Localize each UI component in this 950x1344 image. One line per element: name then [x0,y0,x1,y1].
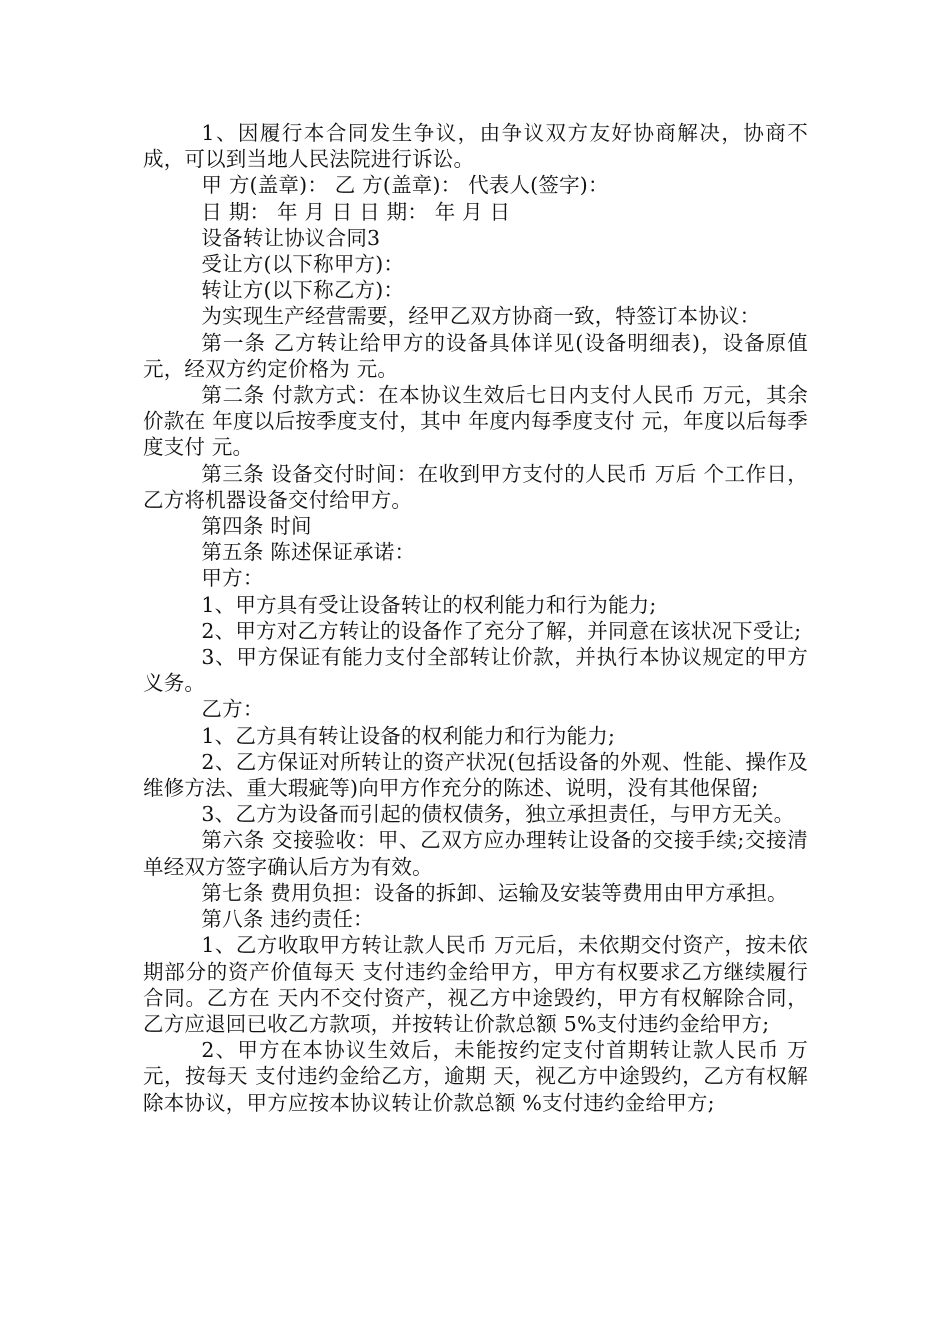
article-7: 第七条 费用负担：设备的拆卸、运输及安装等费用由甲方承担。 [201,880,788,905]
party-a-item-1: 1、甲方具有受让设备转让的权利能力和行为能力; [201,592,657,617]
article-5: 第五条 陈述保证承诺： [201,540,416,565]
party-a-item-3: 3、甲方保证有能力支付全部转让价款，并执行本协议规定的甲方义务。 [143,645,808,696]
party-b-item-3: 3、乙方为设备而引起的债权债务，独立承担责任，与甲方无关。 [201,802,795,827]
article-2: 第二条 付款方式：在本协议生效后七日内支付人民币 万元，其余价款在 年度以后按季度支付，其中 年度内每季度支付 元，年度以后每季度支付 元。 [143,383,808,460]
party-b-item-1: 1、乙方具有转让设备的权利能力和行为能力; [201,723,616,748]
party-transferee: 受让方(以下称甲方)： [201,252,405,277]
article-6: 第六条 交接验收：甲、乙双方应办理转让设备的交接手续;交接清单经双方签字确认后方为有效。 [143,828,808,879]
article-8-item-1: 1、乙方收取甲方转让款人民币 万元后，未依期交付资产，按未依期部分的资产价值每天 支付违约金给甲方，甲方有权要求乙方继续履行合同。乙方在 天内不交付资产，视乙方中途毁约，甲方有权解除合同，乙方应退回已收乙方款项，并按转让价款总额 5%支付违约金给甲方; [143,933,808,1036]
preamble: 为实现生产经营需要，经甲乙双方协商一致，特签订本协议： [201,304,761,329]
party-a-item-2: 2、甲方对乙方转让的设备作了充分了解，并同意在该状况下受让; [201,618,802,643]
party-a-heading: 甲方： [201,566,264,591]
signature-parties-line: 甲 方(盖章)： 乙 方(盖章)： 代表人(签字)： [201,173,609,198]
section-title: 设备转让协议合同3 [201,225,381,250]
party-transferor: 转让方(以下称乙方)： [201,278,405,303]
article-4: 第四条 时间 [201,514,312,539]
signature-date-line: 日 期： 年 月 日 日 期： 年 月 日 [201,199,511,224]
clause-dispute: 1、因履行本合同发生争议，由争议双方友好协商解决，协商不成，可以到当地人民法院进行诉讼。 [143,121,808,172]
article-3: 第三条 设备交付时间：在收到甲方支付的人民币 万后 个工作日，乙方将机器设备交付给甲方。 [143,461,808,512]
article-1: 第一条 乙方转让给甲方的设备具体详见(设备明细表)，设备原值 元，经双方约定价格为 元。 [143,330,808,381]
party-b-item-2: 2、乙方保证对所转让的资产状况(包括设备的外观、性能、操作及维修方法、重大瑕疵等)向甲方作充分的陈述、说明，没有其他保留; [143,749,808,801]
contract-page [143,120,808,1116]
article-8: 第八条 违约责任： [201,907,374,932]
party-b-heading: 乙方： [201,697,264,722]
article-8-item-2: 2、甲方在本协议生效后，未能按约定支付首期转让款人民币 万元，按每天 支付违约金给乙方，逾期 天，视乙方中途毁约，乙方有权解除本协议，甲方应按本协议转让价款总额 %支付违约金给甲方; [143,1038,808,1115]
